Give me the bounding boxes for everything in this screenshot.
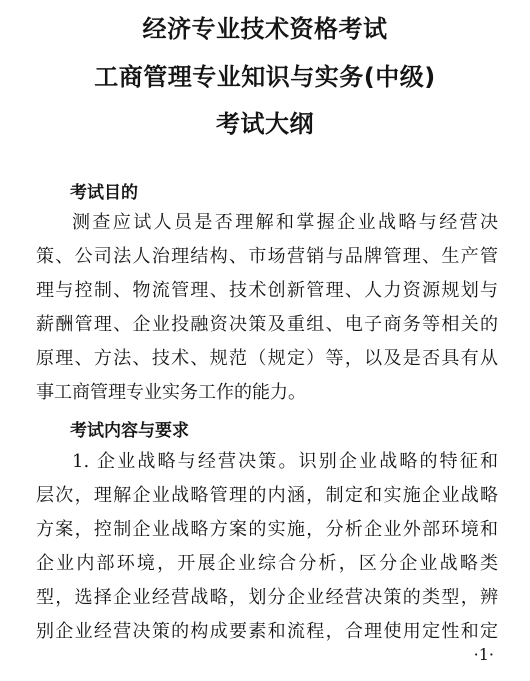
paragraph-line: 测查应试人员是否理解和掌握企业战略与经营决 (72, 212, 498, 233)
paragraph-line: 策、公司法人治理结构、市场营销与品牌管理、生产管 (36, 246, 498, 267)
paragraph-line: 型，选择企业经营战略，划分企业经营决策的类型，辨 (36, 587, 498, 608)
paragraph-line: 企业内部环境，开展企业综合分析，区分企业战略类 (36, 553, 498, 574)
page-number: ·1· (473, 645, 494, 664)
paragraph-line: 别企业经营决策的构成要素和流程，合理使用定性和定 (36, 621, 498, 642)
title-line-1: 经济专业技术资格考试 (142, 15, 388, 43)
paragraph-line: 理与控制、物流管理、技术创新管理、人力资源规划与 (36, 280, 498, 301)
paragraph-line: 1. 企业战略与经营决策。识别企业战略的特征和 (72, 451, 498, 472)
paragraph-line: 事工商管理专业实务工作的能力。 (36, 382, 306, 403)
paragraph-line: 层次，理解企业战略管理的内涵，制定和实施企业战略 (36, 485, 498, 506)
section-heading-exam-content: 考试内容与要求 (70, 421, 189, 441)
paragraph-line: 原理、方法、技术、规范（规定）等，以及是否具有从 (36, 348, 498, 369)
title-line-2: 工商管理专业知识与实务(中级) (94, 63, 436, 91)
paragraph-line: 方案，控制企业战略方案的实施，分析企业外部环境和 (36, 519, 498, 540)
section-heading-exam-purpose: 考试目的 (70, 183, 138, 203)
title-line-3: 考试大纲 (216, 110, 314, 138)
paragraph-line: 薪酬管理、企业投融资决策及重组、电子商务等相关的 (36, 314, 498, 335)
